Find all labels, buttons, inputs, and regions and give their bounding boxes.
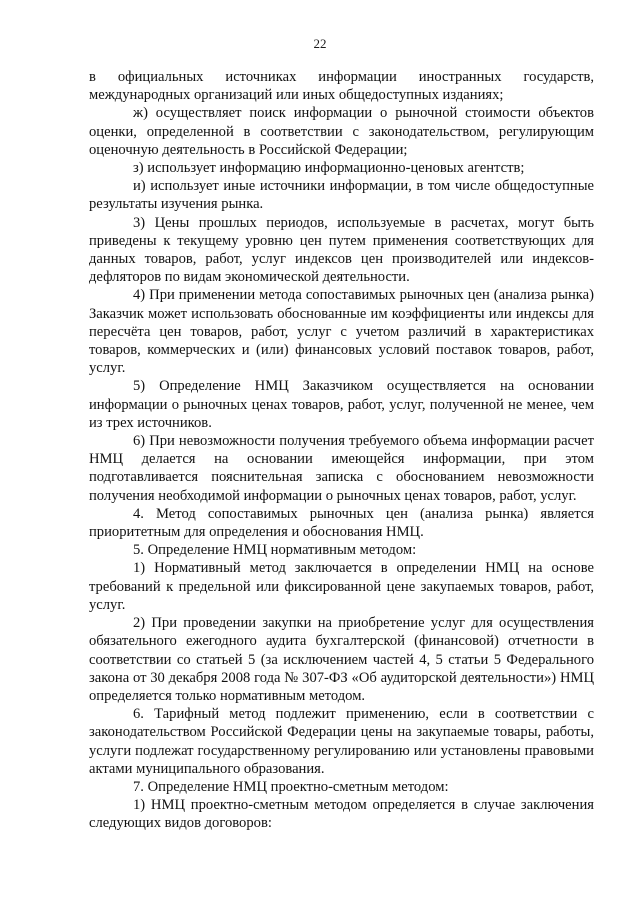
paragraph-section-5-point-2: 2) При проведении закупки на приобретение услуг для осуществления обязательного ежегодного аудита бухгалтерской (финансовой) отчетности в соответствии со статьей 5 (за исключением частей 4, 5 статьи 5 Федерального закона от 30 декабря 2008 года № 307-ФЗ «Об аудиторской деятельности») НМЦ определяется только нормативным методом. — [89, 615, 594, 704]
paragraph-item-zh: ж) осуществляет поиск информации о рыночной стоимости объектов оценки, определенной в соответствии с законодательством, регулирующим оценочную деятельность в Российской Федерации; — [89, 105, 594, 158]
paragraph-section-7-heading: 7. Определение НМЦ проектно-сметным методом: — [133, 778, 449, 795]
paragraph-section-7-point-1: 1) НМЦ проектно-сметным методом определяется в случае заключения следующих видов договоров: — [89, 797, 594, 832]
paragraph-continuation: в официальных источниках информации иностранных государств, международных организаций или иных общедоступных изданиях; — [89, 69, 594, 104]
paragraph-section-6: 6. Тарифный метод подлежит применению, если в соответствии с законодательством Российской Федерации цены на закупаемые товары, работы, услуги подлежат государственному регулированию или установлены правовыми актами муниципального образования. — [89, 706, 594, 777]
paragraph-point-4: 4) При применении метода сопоставимых рыночных цен (анализа рынка) Заказчик может использовать обоснованные им коэффициенты или индексы для пересчёта цен товаров, работ, услуг с учетом различий в характеристиках товаров, коммерческих и (или) финансовых условий поставок товаров, работ, услуг. — [89, 287, 594, 377]
page-number: 22 — [313, 36, 327, 51]
paragraph-point-6: 6) При невозможности получения требуемого объема информации расчет НМЦ делается на основании имеющейся информации, при этом подготавливается пояснительная записка с обоснованием невозможности получения необходимой информации о рыночных ценах товаров, работ, услуг. — [89, 433, 594, 504]
paragraph-section-5-heading: 5. Определение НМЦ нормативным методом: — [133, 542, 417, 559]
paragraph-point-5: 5) Определение НМЦ Заказчиком осуществляется на основании информации о рыночных ценах товаров, работ, услуг, полученной не менее, чем из трех источников. — [89, 378, 594, 431]
paragraph-item-i: и) использует иные источники информации, в том числе общедоступные результаты изучения рынка. — [89, 178, 594, 213]
paragraph-section-5-point-1: 1) Нормативный метод заключается в определении НМЦ на основе требований к предельной или фиксированной цене закупаемых товаров, работ, услуг. — [89, 560, 594, 613]
paragraph-item-z: з) использует информацию информационно-ценовых агентств; — [133, 160, 525, 177]
paragraph-point-3: 3) Цены прошлых периодов, используемые в расчетах, могут быть приведены к текущему уровню цен путем применения соответствующих для данных товаров, работ, услуг индексов цен производителей или индексов-дефляторов по видам экономической деятельности. — [89, 214, 594, 286]
document-body — [89, 68, 594, 833]
paragraph-section-4: 4. Метод сопоставимых рыночных цен (анализа рынка) является приоритетным для определения и обоснования НМЦ. — [89, 505, 594, 541]
